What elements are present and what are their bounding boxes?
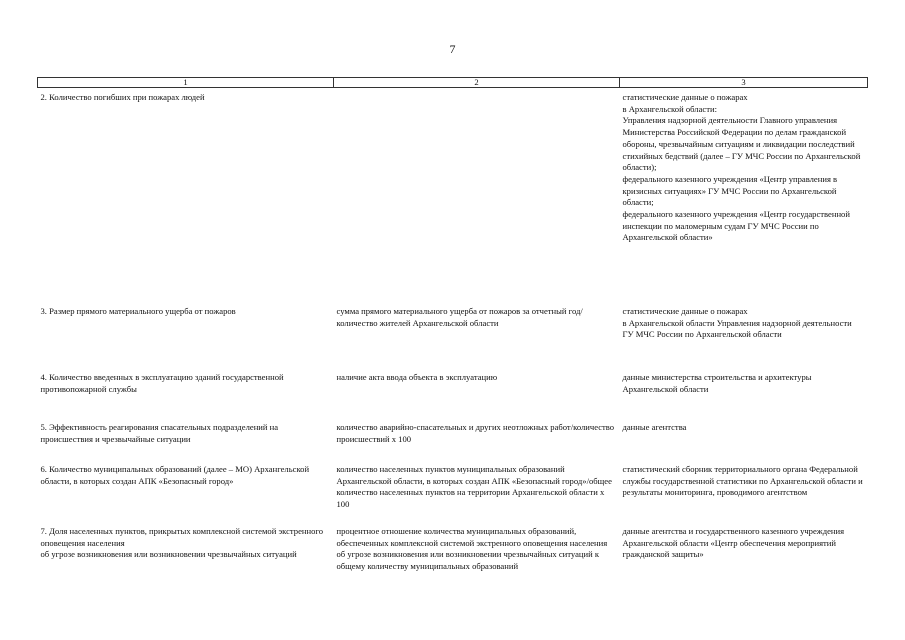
source-cell: данные министерства строительства и архитектуры Архангельской области [622, 372, 812, 394]
indicator-cell: 6. Количество муниципальных образований (далее – МО) Архангельской области, в которых создан АПК «Безопасный город» [40, 464, 310, 486]
table-header-row [38, 78, 868, 88]
method-cell: наличие акта ввода объекта в эксплуатацию [336, 372, 498, 382]
column-header-2: 2 [334, 78, 620, 88]
column-header-3: 3 [620, 78, 868, 88]
source-cell: статистический сборник территориального органа Федеральной службы государственной статистики по Архангельской области и результаты мониторинга, проводимого агентством [622, 464, 863, 498]
table-row [38, 88, 868, 303]
table-row [38, 302, 868, 368]
indicator-cell: 2. Количество погибших при пожарах людей [40, 92, 205, 102]
indicator-cell: 7. Доля населенных пунктов, прикрытых комплексной системой экстренного оповещения населения об угрозе возникновения или возникновении чрезвычайных ситуаций [40, 526, 324, 560]
method-cell: количество аварийно-спасательных и других неотложных работ/количество происшествий х 100 [336, 422, 615, 444]
indicator-cell: 5. Эффективность реагирования спасательных подразделений на происшествия и чрезвычайные ситуации [40, 422, 279, 444]
method-cell [334, 88, 620, 303]
table-row [38, 522, 868, 596]
source-cell: статистические данные о пожарах в Архангельской области Управления надзорной деятельности ГУ МЧС России по Архангельской области [622, 306, 852, 340]
page-number: 7 [449, 42, 456, 56]
indicators-table [37, 77, 868, 596]
indicator-cell: 4. Количество введенных в эксплуатацию зданий государственной противопожарной службы [40, 372, 284, 394]
source-cell: данные агентства и государственного казенного учреждения Архангельской области «Центр обеспечения мероприятий гражданской защиты» [622, 526, 845, 560]
table-row [38, 368, 868, 418]
method-cell: сумма прямого материального ущерба от пожаров за отчетный год/количество жителей Архангельской области [336, 306, 583, 328]
table-row [38, 418, 868, 460]
indicator-cell: 3. Размер прямого материального ущерба от пожаров [40, 306, 236, 316]
method-cell: процентное отношение количества муниципальных образований, обеспеченных комплексной системой экстренного оповещения населения об угрозе возникновения или возникновении чрезвычайных ситуаций к общему количеству муниципальных образований [336, 526, 608, 572]
method-cell: количество населенных пунктов муниципальных образований Архангельской области, в которых создан АПК «Безопасный город»/общее количество населенных пунктов на территории Архангельской области х 100 [336, 464, 612, 510]
column-header-1: 1 [38, 78, 334, 88]
source-cell: статистические данные о пожарах в Архангельской области: Управления надзорной деятельности Главного управления Министерства Российской Федерации по делам гражданской обороны, чрезвычайным ситуациям и ликвидации последствий стихийных бедствий (далее – ГУ МЧС России по Архангельской области); федерального казенного учреждения «Центр управления в кризисных ситуациях» ГУ МЧС России по Архангельской области; федерального казенного учреждения «Центр государственной инспекции по маломерным судам ГУ МЧС России по Архангельской области» [622, 92, 861, 243]
source-cell: данные агентства [622, 422, 687, 432]
table-row [38, 460, 868, 522]
